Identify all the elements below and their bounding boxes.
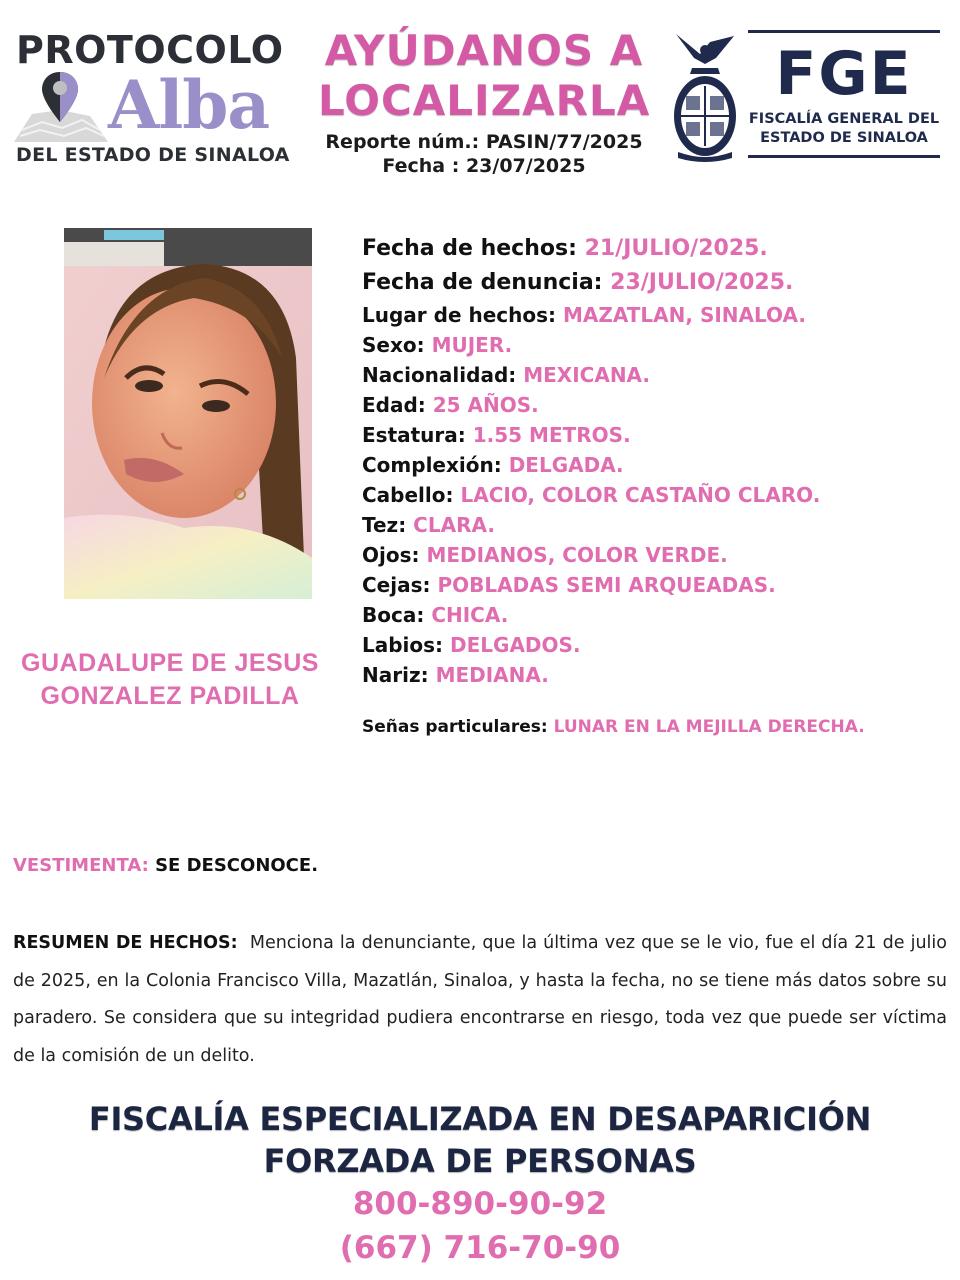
detail-value: CHICA. xyxy=(431,603,509,627)
detail-fecha-denuncia xyxy=(362,266,942,300)
fge-logo xyxy=(668,26,948,166)
detail-label: Ojos: xyxy=(362,543,420,567)
detail-value: MEXICANA. xyxy=(523,363,651,387)
alert-title-line2: LOCALIZARLA xyxy=(318,76,651,125)
alert-header xyxy=(318,26,650,178)
resumen-label: RESUMEN DE HECHOS: xyxy=(13,933,238,953)
detail-complexion xyxy=(362,450,942,480)
senas-value: LUNAR EN LA MEJILLA DERECHA. xyxy=(553,717,865,737)
agency-name-line2: FORZADA DE PERSONAS xyxy=(263,1142,697,1180)
fge-acronym: FGE xyxy=(775,39,913,109)
detail-edad xyxy=(362,390,942,420)
senas-label: Señas particulares: xyxy=(362,717,548,737)
detail-ojos xyxy=(362,540,942,570)
detail-value: 25 AÑOS. xyxy=(432,393,539,417)
agency-name-line1: FISCALÍA ESPECIALIZADA EN DESAPARICIÓN xyxy=(88,1100,872,1138)
detail-label: Edad: xyxy=(362,393,426,417)
name-line1: GUADALUPE DE JESUS xyxy=(21,649,319,677)
detail-value: DELGADA. xyxy=(508,453,624,477)
vestimenta-label: VESTIMENTA: xyxy=(13,855,149,876)
detail-boca xyxy=(362,600,942,630)
detail-tez xyxy=(362,510,942,540)
fge-name xyxy=(740,110,948,148)
logo-alba-text: Alba xyxy=(108,66,270,144)
detail-label: Labios: xyxy=(362,633,444,657)
fge-name-line1: FISCALÍA GENERAL DEL xyxy=(748,111,940,127)
vestimenta-value: SE DESCONOCE. xyxy=(155,855,319,876)
protocolo-alba-logo xyxy=(12,22,312,172)
detail-label: Cabello: xyxy=(362,483,454,507)
detail-label: Nariz: xyxy=(362,663,429,687)
detail-cabello xyxy=(362,480,942,510)
detail-labios xyxy=(362,630,942,660)
detail-estatura xyxy=(362,420,942,450)
detail-fecha-hechos xyxy=(362,232,942,266)
detail-label: Tez: xyxy=(362,513,407,537)
detail-value: 1.55 METROS. xyxy=(472,423,631,447)
detail-value: MEDIANOS, COLOR VERDE. xyxy=(426,543,728,567)
detail-label: Fecha de hechos: xyxy=(362,236,577,261)
report-date: Fecha : 23/07/2025 xyxy=(382,155,586,177)
phone-tollfree[interactable]: 800-890-90-92 xyxy=(352,1186,608,1222)
phone-local[interactable]: (667) 716-70-90 xyxy=(339,1230,621,1266)
detail-value: MUJER. xyxy=(431,333,513,357)
report-number: Reporte núm.: PASIN/77/2025 xyxy=(325,131,643,153)
detail-label: Fecha de denuncia: xyxy=(362,270,603,295)
state-coat-of-arms-icon xyxy=(670,28,740,162)
detail-nariz xyxy=(362,660,942,690)
detail-value: CLARA. xyxy=(413,513,495,537)
detail-label: Boca: xyxy=(362,603,425,627)
logo-divider-bottom xyxy=(748,155,940,158)
name-line2: GONZALEZ PADILLA xyxy=(40,682,300,710)
detail-lugar-hechos xyxy=(362,300,942,330)
fge-name-line2: ESTADO DE SINALOA xyxy=(760,130,928,146)
alert-title-line1: AYÚDANOS A xyxy=(324,26,644,75)
detail-label: Cejas: xyxy=(362,573,431,597)
logo-divider-top xyxy=(748,30,940,33)
person-details-list xyxy=(362,232,942,690)
distinguishing-marks xyxy=(362,717,865,737)
detail-label: Nacionalidad: xyxy=(362,363,517,387)
detail-label: Estatura: xyxy=(362,423,466,447)
detail-value: LACIO, COLOR CASTAÑO CLARO. xyxy=(460,483,821,507)
detail-value: MAZATLAN, SINALOA. xyxy=(562,303,806,327)
missing-person-photo xyxy=(64,228,312,599)
detail-value: 21/JULIO/2025. xyxy=(584,236,768,261)
map-pin-icon xyxy=(12,70,112,150)
detail-value: POBLADAS SEMI ARQUEADAS. xyxy=(437,573,776,597)
detail-label: Lugar de hechos: xyxy=(362,303,557,327)
detail-value: MEDIANA. xyxy=(435,663,549,687)
detail-label: Sexo: xyxy=(362,333,425,357)
detail-value: 23/JULIO/2025. xyxy=(610,270,794,295)
detail-nacionalidad xyxy=(362,360,942,390)
case-summary xyxy=(13,925,947,1075)
logo-protocolo-text: PROTOCOLO xyxy=(16,28,284,72)
clothing-info xyxy=(13,855,318,876)
detail-label: Complexión: xyxy=(362,453,502,477)
contact-footer xyxy=(0,1098,960,1270)
detail-cejas xyxy=(362,570,942,600)
detail-sexo xyxy=(362,330,942,360)
detail-value: DELGADOS. xyxy=(450,633,581,657)
logo-estado-text: DEL ESTADO DE SINALOA xyxy=(16,144,290,166)
resumen-text: Menciona la denunciante, que la última vez que se le vio, fue el día 21 de julio de 2025, en la Colonia Francisco Villa, Mazatlán, Sinaloa, y hasta la fecha, no se tiene más datos sobre su paradero. Se considera que su integridad pudiera encontrarse en riesgo, toda vez que puede ser víctima de la comisión de un delito. xyxy=(13,933,947,1066)
missing-person-name xyxy=(0,647,340,713)
